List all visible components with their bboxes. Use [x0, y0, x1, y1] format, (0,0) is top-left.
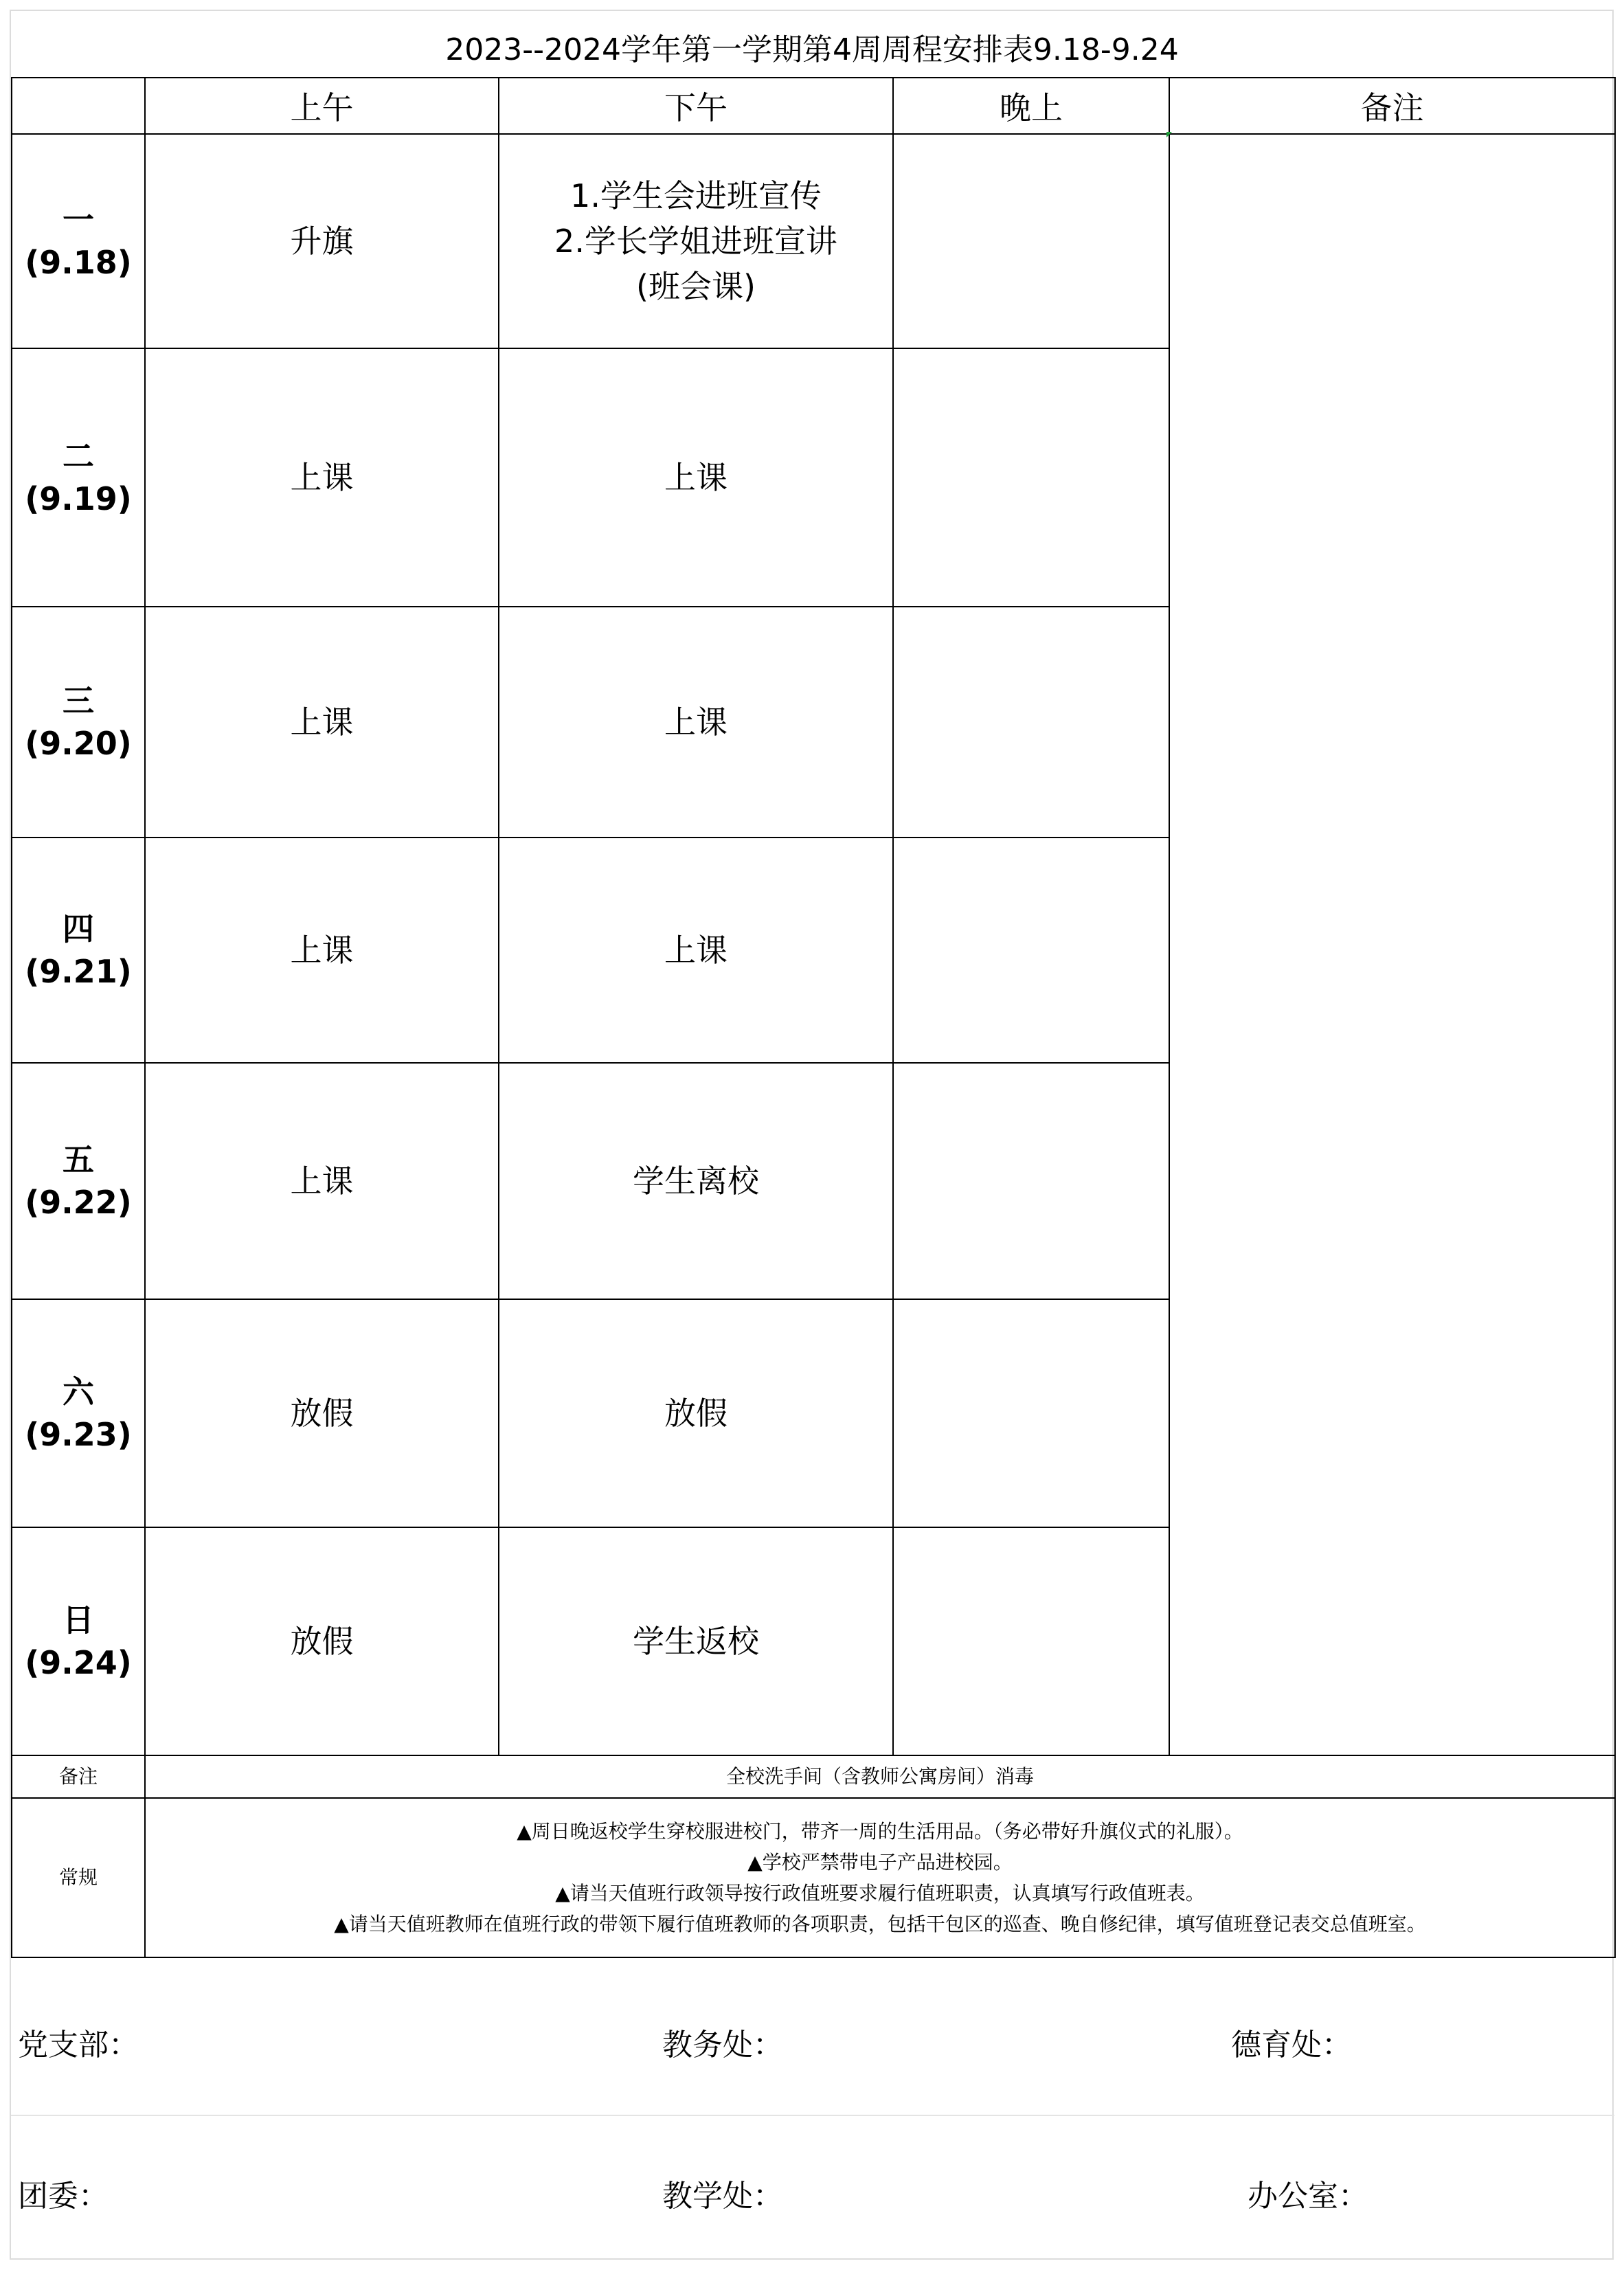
morning-cell: 上课 [145, 1063, 499, 1299]
afternoon-cell [499, 348, 893, 607]
evening-cell [893, 838, 1169, 1063]
header-morning: 上午 [145, 78, 499, 134]
evening-cell [893, 1063, 1169, 1299]
afternoon-line: 1.学生会进班宣传 [570, 177, 822, 214]
afternoon-line: 2.学长学姐进班宣讲 [554, 223, 837, 260]
morning-cell: 升旗 [145, 134, 499, 348]
afternoon-line: 上课 [664, 704, 728, 741]
routine-label: 常规 [12, 1798, 145, 1957]
day-name: 四 [63, 910, 94, 947]
evening-cell [893, 1527, 1169, 1755]
morning-cell: 放假 [145, 1299, 499, 1527]
evening-cell [893, 607, 1169, 838]
morning-cell: 上课 [145, 348, 499, 607]
day-name: 一 [63, 201, 94, 238]
remarks-row [12, 1755, 1615, 1798]
signature-row-2 [11, 2123, 1614, 2260]
day-name: 五 [63, 1141, 94, 1178]
day-date: (9.22) [25, 1184, 132, 1221]
page-title: 2023--2024学年第一学期第4周周程安排表9.18-9.24 [445, 32, 1179, 67]
afternoon-line: 学生离校 [633, 1162, 759, 1200]
afternoon-cell [499, 1527, 893, 1755]
afternoon-line: (班会课) [636, 268, 756, 305]
header-row [12, 78, 1615, 134]
moral-education-label: 德育处： [1231, 2027, 1352, 2063]
afternoon-cell [499, 134, 893, 348]
day-date: (9.18) [25, 244, 132, 281]
routine-line: ▲周日晚返校学生穿校服进校门，带齐一周的生活用品。（务必带好升旗仪式的礼服）。 [517, 1820, 1243, 1843]
day-cell [12, 607, 145, 838]
afternoon-cell [499, 1299, 893, 1527]
afternoon-line: 上课 [664, 932, 728, 969]
routine-line: ▲请当天值班教师在值班行政的带领下履行值班教师的各项职责，包括干包区的巡查、晚自修纪律，填写值班登记表交总值班室。 [334, 1913, 1426, 1935]
day-date: (9.24) [25, 1644, 132, 1681]
day-cell [12, 134, 145, 348]
signature-divider [11, 2115, 1614, 2116]
day-name: 六 [63, 1373, 94, 1411]
routine-line: ▲学校严禁带电子产品进校园。 [747, 1851, 1013, 1874]
afternoon-cell [499, 838, 893, 1063]
afternoon-cell [499, 607, 893, 838]
afternoon-line: 上课 [664, 459, 728, 496]
day-name: 三 [63, 682, 94, 719]
schedule-table [11, 77, 1616, 1958]
morning-cell: 上课 [145, 838, 499, 1063]
day-cell [12, 838, 145, 1063]
evening-cell [893, 1299, 1169, 1527]
remarks-label: 备注 [12, 1755, 145, 1798]
morning-cell: 上课 [145, 607, 499, 838]
routine-lines [145, 1798, 1615, 1957]
evening-cell [893, 134, 1169, 348]
day-date: (9.20) [25, 725, 132, 762]
remarks-text: 全校洗手间（含教师公寓房间）消毒 [145, 1755, 1615, 1798]
day-cell [12, 1527, 145, 1755]
day-date: (9.23) [25, 1416, 132, 1453]
header-remarks: 备注 [1169, 78, 1615, 134]
header-evening: 晚上 [893, 78, 1169, 134]
cell-comment-marker [1166, 132, 1172, 137]
routine-row [12, 1798, 1615, 1957]
morning-cell: 放假 [145, 1527, 499, 1755]
day-date: (9.19) [25, 480, 132, 517]
day-row [12, 134, 1615, 348]
youth-league-label: 团委： [18, 2179, 109, 2214]
day-name: 二 [63, 438, 94, 475]
day-cell [12, 1299, 145, 1527]
signature-row-1 [11, 1979, 1614, 2116]
party-branch-label: 党支部： [18, 2027, 139, 2063]
afternoon-line: 学生返校 [633, 1623, 759, 1660]
day-date: (9.21) [25, 953, 132, 990]
day-cell [12, 348, 145, 607]
header-afternoon: 下午 [499, 78, 893, 134]
day-name: 日 [63, 1602, 94, 1639]
day-cell [12, 1063, 145, 1299]
teaching-office-label: 教学处： [662, 2179, 783, 2214]
remarks-cell [1169, 134, 1615, 1755]
header-corner-cell [12, 78, 145, 134]
general-office-label: 办公室： [1248, 2179, 1368, 2214]
afternoon-cell [499, 1063, 893, 1299]
routine-line: ▲请当天值班行政领导按行政值班要求履行值班职责，认真填写行政值班表。 [555, 1882, 1205, 1904]
academic-affairs-label: 教务处： [662, 2027, 783, 2063]
evening-cell [893, 348, 1169, 607]
afternoon-line: 放假 [664, 1395, 728, 1432]
